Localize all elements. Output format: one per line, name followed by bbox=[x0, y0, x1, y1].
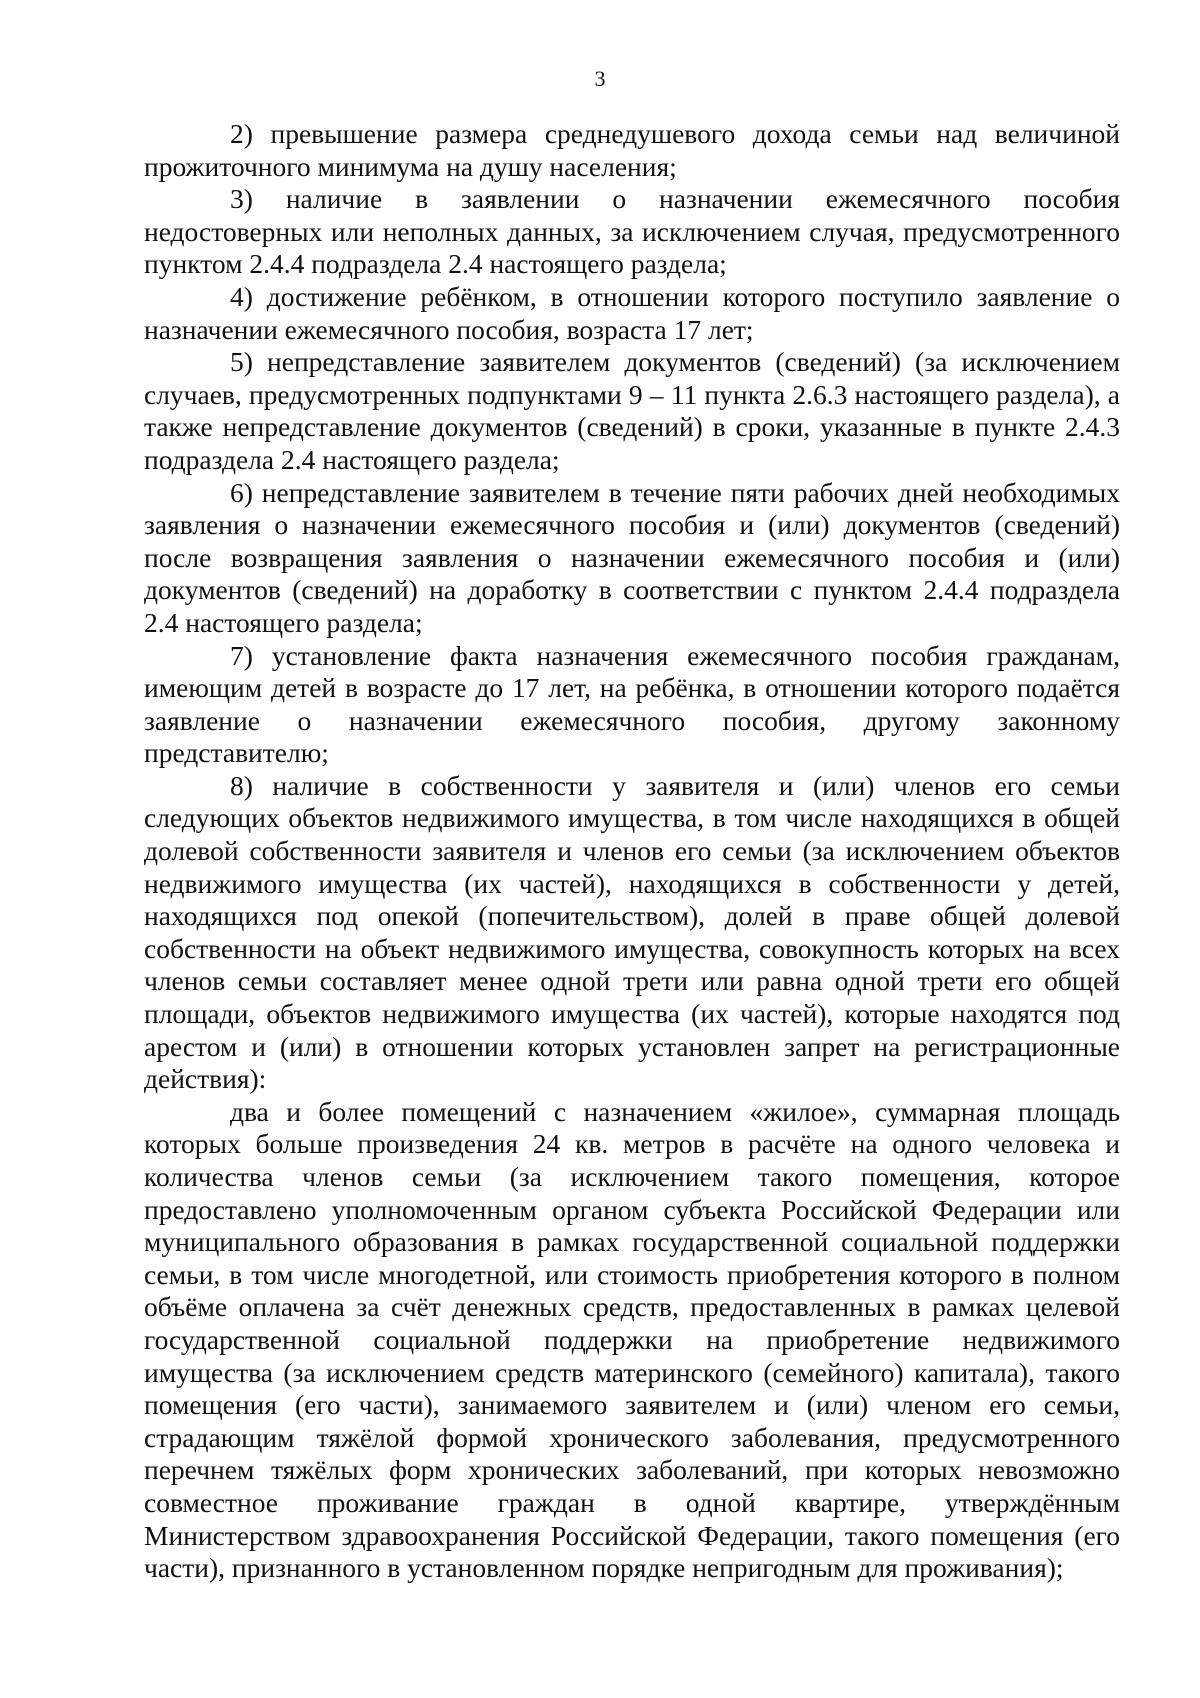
paragraph-item-3: 3) наличие в заявлении о назначении ежемесячного пособия недостоверных или неполных данных, за исключением случая, предусмотренного пунктом 2.4.4 подраздела 2.4 настоящего раздела; bbox=[144, 183, 1120, 280]
paragraph-residential-premises: два и более помещений с назначением «жилое», суммарная площадь которых больше произведения 24 кв. метров в расчёте на одного человека и количества членов семьи (за исключением такого помещения, которое предоставлено уполномоченным органом субъекта Российской Федерации или муниципального образования в рамках государственной социальной поддержки семьи, в том числе многодетной, или стоимость приобретения которого в полном объёме оплачена за счёт денежных средств, предоставленных в рамках целевой государственной социальной поддержки на приобретение недвижимого имущества (за исключением средств материнского (семейного) капитала), такого помещения (его части), занимаемого заявителем и (или) членом его семьи, страдающим тяжёлой формой хронического заболевания, предусмотренного перечнем тяжёлых форм хронических заболеваний, при которых невозможно совместное проживание граждан в одной квартире, утверждённым Министерством здравоохранения Российской Федерации, такого помещения (его части), признанного в установленном порядке непригодным для проживания); bbox=[144, 1095, 1120, 1584]
paragraph-item-5: 5) непредставление заявителем документов (сведений) (за исключением случаев, предусмотренных подпунктами 9 – 11 пункта 2.6.3 настоящего раздела), а также непредставление документов (сведений) в сроки, указанные в пункте 2.4.3 подраздела 2.4 настоящего раздела; bbox=[144, 346, 1120, 475]
paragraph-item-7: 7) установление факта назначения ежемесячного пособия гражданам, имеющим детей в возрасте до 17 лет, на ребёнка, в отношении которого подаётся заявление о назначении ежемесячного пособия, другому законному представителю; bbox=[144, 639, 1120, 769]
document-body bbox=[144, 118, 1120, 1585]
paragraph-item-8: 8) наличие в собственности у заявителя и (или) членов его семьи следующих объектов недвижимого имущества, в том числе находящихся в общей долевой собственности заявителя и членов его семьи (за исключением объектов недвижимого имущества (их частей), находящихся в собственности у детей, находящихся под опекой (попечительством), долей в праве общей долевой собственности на объект недвижимого имущества, совокупность которых на всех членов семьи составляет менее одной трети или равна одной трети его общей площади, объектов недвижимого имущества (их частей), которые находятся под арестом и (или) в отношении которых установлен запрет на регистрационные действия): bbox=[144, 769, 1120, 1095]
paragraph-item-6: 6) непредставление заявителем в течение пяти рабочих дней необходимых заявления о назначении ежемесячного пособия и (или) документов (сведений) после возвращения заявления о назначении ежемесячного пособия и (или) документов (сведений) на доработку в соответствии с пунктом 2.4.4 подраздела 2.4 настоящего раздела; bbox=[144, 476, 1120, 638]
paragraph-item-2: 2) превышение размера среднедушевого дохода семьи над величиной прожиточного минимума на душу населения; bbox=[144, 118, 1120, 182]
page-number: 3 bbox=[594, 66, 606, 91]
paragraph-item-4: 4) достижение ребёнком, в отношении которого поступило заявление о назначении ежемесячного пособия, возраста 17 лет; bbox=[144, 280, 1120, 345]
